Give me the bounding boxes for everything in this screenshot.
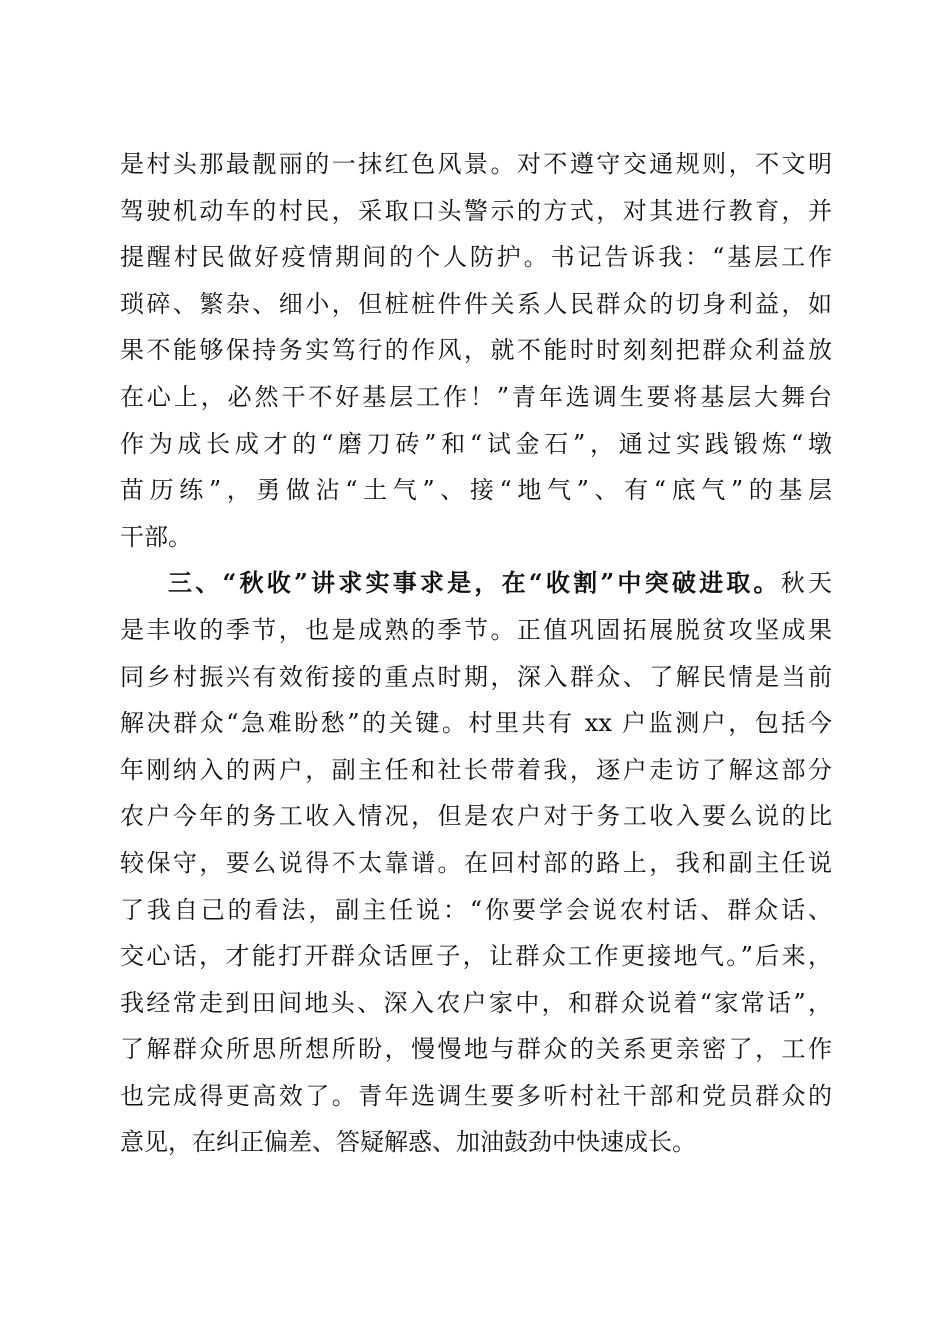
text-line: 作为成长成才的“磨刀砖”和“试金石”，通过实践锻炼“墩 <box>120 429 832 458</box>
text-line: 是村头那最靓丽的一抹红色风景。对不遵守交通规则，不文明 <box>120 150 832 178</box>
section-heading: 三、“秋收”讲求实事求是，在“收割”中突破进取。 <box>168 568 781 598</box>
text-line: 我经常走到田间地头、深入农户家中，和群众说着“家常话”， <box>120 988 832 1017</box>
text-line: 了解群众所思所想所盼，慢慢地与群众的关系更亲密了，工作 <box>120 1035 832 1064</box>
paragraph-heading-line <box>120 560 832 607</box>
heading-line-rest: 秋天 <box>780 569 833 598</box>
text-line: 农户今年的务工收入情况，但是农户对于务工收入要么说的比 <box>120 802 832 831</box>
body-text <box>120 141 832 1166</box>
text-line: 在心上，必然干不好基层工作！”青年选调生要将基层大舞台 <box>120 382 832 411</box>
text-line: 了我自己的看法，副主任说：“你要学会说农村话、群众话、 <box>120 895 832 924</box>
text-line: 苗历练”，勇做沾“土气”、接“地气”、有“底气”的基层 <box>120 476 832 505</box>
text-line: 较保守，要么说得不太靠谱。在回村部的路上，我和副主任说 <box>120 848 832 877</box>
text-line: 解决群众“急难盼愁”的关键。村里共有 xx 户监测户，包括今 <box>120 709 832 738</box>
paragraph-2 <box>120 560 832 1166</box>
text-line: 同乡村振兴有效衔接的重点时期，深入群众、了解民情是当前 <box>120 662 832 691</box>
text-line: 提醒村民做好疫情期间的个人防护。书记告诉我：“基层工作 <box>120 243 832 272</box>
text-line: 也完成得更高效了。青年选调生要多听村社干部和党员群众的 <box>120 1081 832 1110</box>
text-line: 交心话，才能打开群众话匣子，让群众工作更接地气。”后来， <box>120 942 832 971</box>
text-line: 驾驶机动车的村民，采取口头警示的方式，对其进行教育，并 <box>120 196 832 225</box>
text-line: 年刚纳入的两户，副主任和社长带着我，逐户走访了解这部分 <box>120 755 832 784</box>
text-line: 果不能够保持务实笃行的作风，就不能时时刻刻把群众利益放 <box>120 336 832 365</box>
text-line: 琐碎、繁杂、细小，但桩桩件件关系人民群众的切身利益，如 <box>120 289 832 318</box>
text-line: 意见，在纠正偏差、答疑解惑、加油鼓劲中快速成长。 <box>120 1128 696 1157</box>
paragraph-1 <box>120 141 832 560</box>
text-line: 是丰收的季节，也是成熟的季节。正值巩固拓展脱贫攻坚成果 <box>120 615 832 644</box>
text-line: 干部。 <box>120 522 192 551</box>
